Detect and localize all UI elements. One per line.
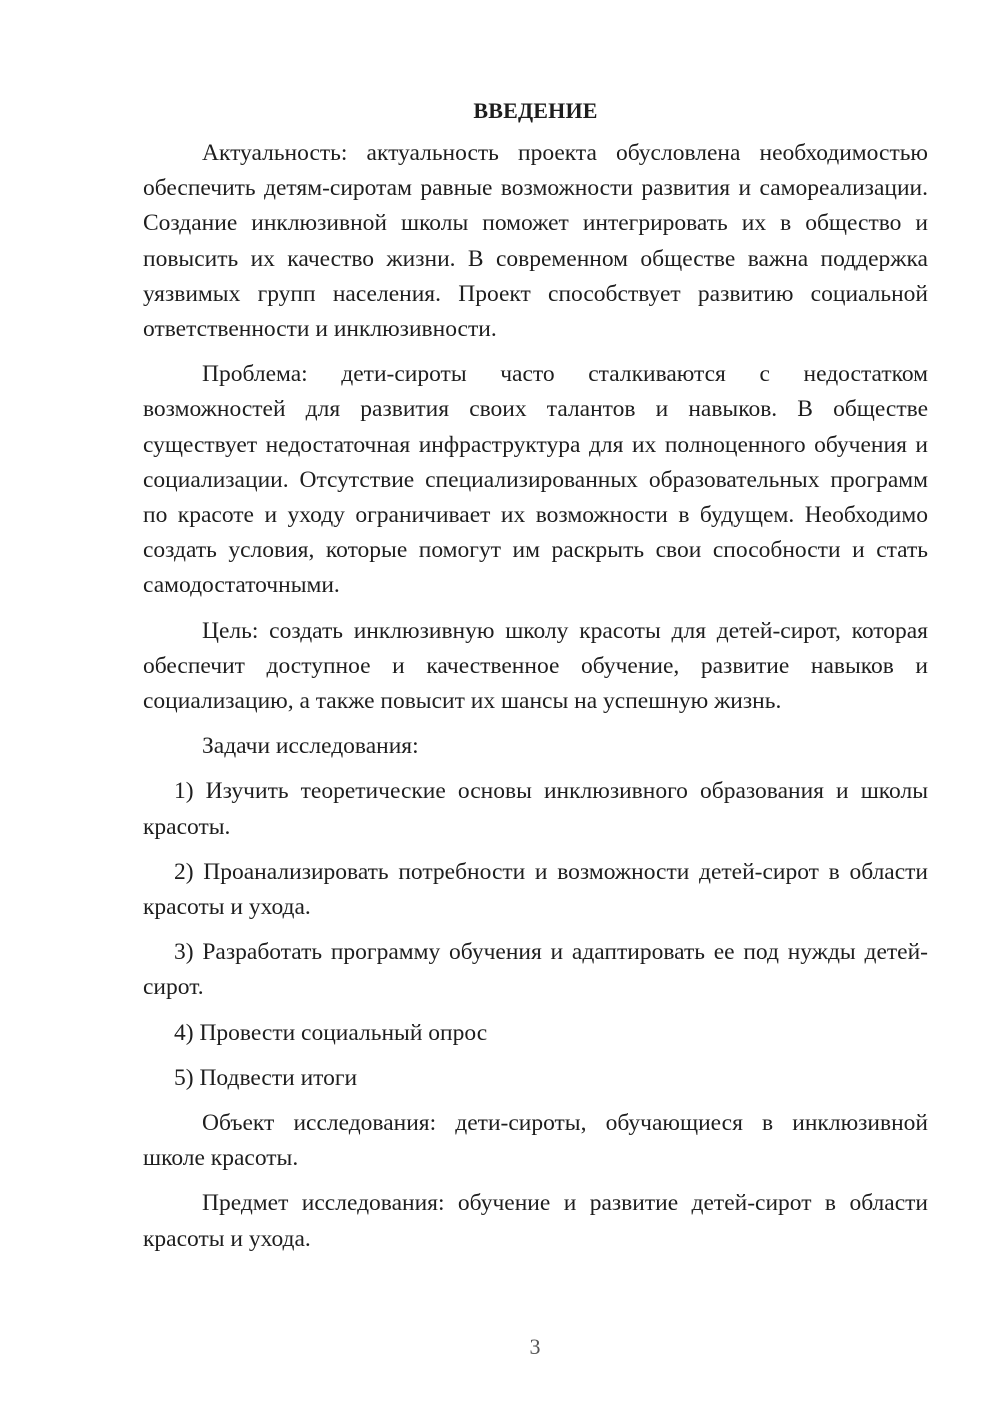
list-item: 2) Проанализировать потребности и возможности детей-сирот в области красоты и ухода. [143,858,928,921]
subject-paragraph: Предмет исследования: обучение и развитие детей-сирот в области красоты и ухода. [143,1190,928,1252]
goal-paragraph: Цель: создать инклюзивную школу красоты для детей-сирот, которая обеспечит доступное и качественное обучение, развитие навыков и социализацию, а также повысит их шансы на успешную жизнь. [143,617,928,715]
tasks-heading: Задачи исследования: [202,733,419,760]
relevance-paragraph: Актуальность: актуальность проекта обусловлена необходимостью обеспечить детям-сиротам равные возможности развития и самореализации. Создание инклюзивной школы поможет интегрировать их в общество и повысить их качество жизни. В современном обществе важна поддержка уязвимых групп населения. Проект способствует развитию социальной ответственности и инклюзивности. [143,140,928,343]
list-item: 4) Провести социальный опрос [174,1019,488,1046]
document-body [143,96,928,1267]
list-item: 3) Разработать программу обучения и адаптировать ее под нужды детей-сирот. [143,939,928,1001]
tasks-list [143,774,928,1096]
problem-paragraph: Проблема: дети-сироты часто сталкиваются с недостатком возможностей для развития своих талантов и навыков. В обществе существует недостаточная инфраструктура для их полноценного обучения и социализации. Отсутствие специализированных образовательных программ по красоте и уходу ограничивает их возможности в будущем. Необходимо создать условия, которые помогут им раскрыть свои способности и стать самодостаточными. [143,361,928,599]
list-item: 1) Изучить теоретические основы инклюзивного образования и школы красоты. [143,778,928,840]
page-title: ВВЕДЕНИЕ [473,98,598,123]
list-item: 5) Подвести итоги [174,1064,358,1091]
page-number: 3 [529,1334,541,1359]
object-paragraph: Объект исследования: дети-сироты, обучающиеся в инклюзивной школе красоты. [143,1110,928,1172]
